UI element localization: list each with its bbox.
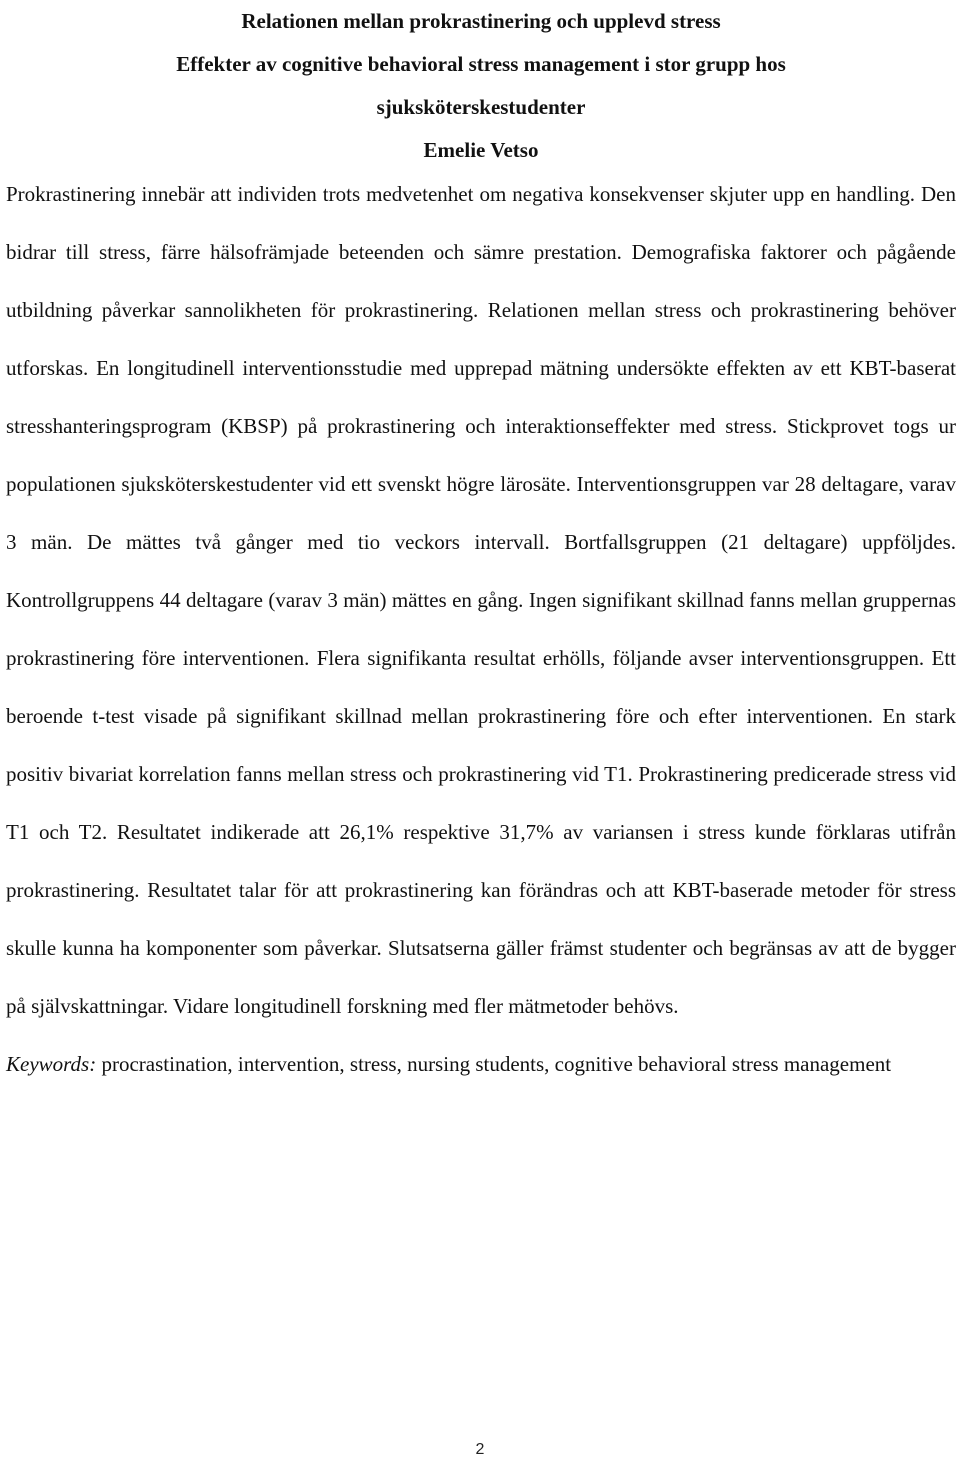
- document-page: [6, 0, 956, 1093]
- paper-title: Relationen mellan prokrastinering och upplevd stress: [241, 9, 721, 33]
- abstract-text: Prokrastinering innebär att individen trots medvetenhet om negativa konsekvenser skjuter upp en handling. Den bidrar till stress, färre hälsofrämjade beteenden och sämre prestation. Demografiska faktorer och pågående utbildning påverkar sannolikheten för prokrastinering. Relationen mellan stress och prokrastinering behöver utforskas. En longitudinell interventionsstudie med upprepad mätning undersökte effekten av ett KBT-baserat stresshanteringsprogram (KBSP) på prokrastinering och interaktionseffekter med stress. Stickprovet togs ur populationen sjuksköterskestudenter vid ett svenskt högre lärosäte. Interventionsgruppen var 28 deltagare, varav 3 män. De mättes två gånger med tio veckors intervall. Bortfallsgruppen (21 deltagare) uppföljdes. Kontrollgruppens 44 deltagare (varav 3 män) mättes en gång. Ingen signifikant skillnad fanns mellan gruppernas prokrastinering före interventionen. Flera signifikanta resultat erhölls, följande avser interventionsgruppen. Ett beroende t-test visade på signifikant skillnad mellan prokrastinering före och efter interventionen. En stark positiv bivariat korrelation fanns mellan stress och prokrastinering vid T1. Prokrastinering predicerade stress vid T1 och T2. Resultatet indikerade att 26,1% respektive 31,7% av variansen i stress kunde förklaras utifrån prokrastinering. Resultatet talar för att prokrastinering kan förändras och att KBT-baserade metoder för stress skulle kunna ha komponenter som påverkar. Slutsatserna gäller främst studenter och begränsas av att de bygger på självskattningar. Vidare longitudinell forskning med fler mätmetoder behövs.: [6, 182, 956, 1018]
- abstract-paragraph: [6, 165, 956, 1093]
- paper-subtitle-line-2: sjuksköterskestudenter: [376, 95, 586, 119]
- keywords-label: Keywords:: [6, 1052, 97, 1076]
- author-name: Emelie Vetso: [423, 138, 539, 162]
- page-number: 2: [475, 1441, 485, 1458]
- paper-subtitle-line-1: Effekter av cognitive behavioral stress management i stor grupp hos: [176, 52, 786, 76]
- title-block: [6, 0, 956, 172]
- keywords-list: procrastination, intervention, stress, nursing students, cognitive behavioral stress management: [96, 1052, 892, 1076]
